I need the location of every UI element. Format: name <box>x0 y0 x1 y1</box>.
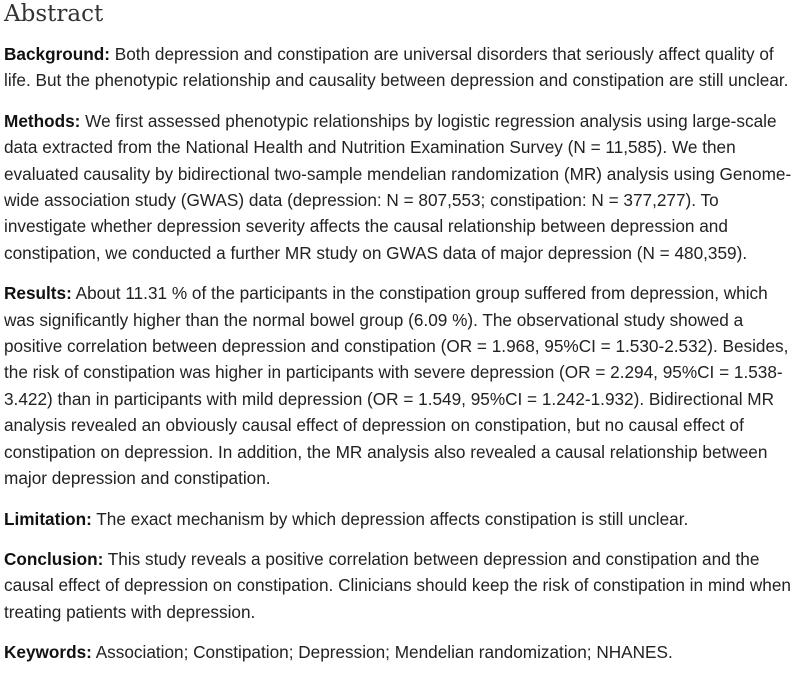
results-label: Results: <box>4 283 72 304</box>
conclusion-paragraph <box>4 546 800 625</box>
background-text: Both depression and constipation are universal disorders that seriously affect quality of life. But the phenotypic relationship and causality between depression and constipation are still unclear. <box>4 44 789 91</box>
results-paragraph <box>4 280 800 491</box>
limitation-paragraph <box>4 506 800 532</box>
results-text: About 11.31 % of the participants in the constipation group suffered from depression, which was significantly higher than the normal bowel group (6.09 %). The observational study showed a positive correlation between depression and constipation (OR = 1.968, 95%CI = 1.530-2.532). Besides, the risk of constipation was higher in participants with severe depression (OR = 2.294, 95%CI = 1.538-3.422) than in participants with mild depression (OR = 1.549, 95%CI = 1.242-1.932). Bidirectional MR analysis revealed an obviously causal effect of depression on constipation, but no causal effect of constipation on depression. In addition, the MR analysis also revealed a causal relationship between major depression and constipation. <box>4 283 789 489</box>
abstract-heading: Abstract <box>4 1 104 27</box>
methods-paragraph <box>4 108 800 266</box>
background-label: Background: <box>4 44 110 64</box>
background-paragraph <box>4 41 800 94</box>
keywords-paragraph <box>4 639 800 665</box>
keywords-text: Association; Constipation; Depression; Mendelian randomization; NHANES. <box>91 642 673 663</box>
limitation-label: Limitation: <box>4 508 92 529</box>
methods-label: Methods: <box>4 110 81 131</box>
conclusion-text: This study reveals a positive correlation between depression and constipation and the causal effect of depression on constipation. Clinicians should keep the risk of constipation in mind when treating patients with depression. <box>4 548 791 622</box>
conclusion-label: Conclusion: <box>4 548 104 569</box>
keywords-label: Keywords: <box>4 642 92 663</box>
abstract-section <box>4 0 800 666</box>
methods-text: We first assessed phenotypic relationships by logistic regression analysis using large-scale data extracted from the National Health and Nutrition Examination Survey (N = 11,585). We then evaluated causality by bidirectional two-sample mendelian randomization (MR) analysis using Genome-wide association study (GWAS) data (depression: N = 807,553; constipation: N = 377,277). To investigate whether depression severity affects the causal relationship between depression and constipation, we conducted a further MR study on GWAS data of major depression (N = 480,359). <box>4 110 792 263</box>
limitation-text: The exact mechanism by which depression affects constipation is still unclear. <box>91 508 689 529</box>
